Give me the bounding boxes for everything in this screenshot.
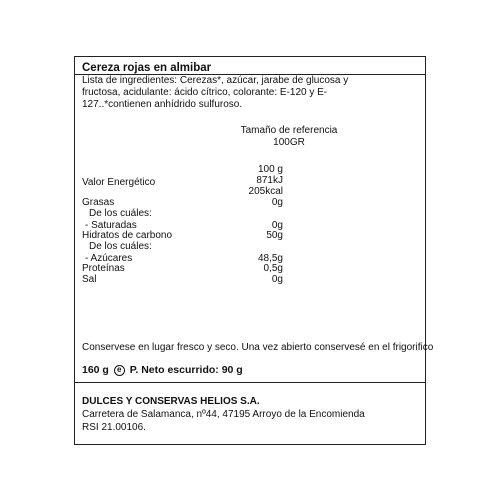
salt-value: 0g [271, 274, 283, 285]
product-label [74, 56, 434, 445]
estimated-e-icon: e [114, 365, 125, 376]
sugars-value: 48,5g [257, 253, 283, 264]
company-name: DULCES Y CONSERVAS HELIOS S.A. [82, 396, 260, 407]
sugars-label: - Azúcares [85, 253, 133, 264]
company-rsi: RSI 21.00106. [82, 422, 146, 433]
carbs-value: 50g [266, 230, 283, 241]
protein-label: Proteínas [82, 263, 125, 274]
protein-value: 0,5g [263, 263, 283, 274]
storage-instructions: Conservese en lugar fresco y seco. Una vez abierto conservesé en el frigorifico [82, 342, 434, 353]
net-weight [82, 364, 243, 376]
energy-label: Valor Energético [82, 177, 156, 188]
saturated-label: - Saturadas [85, 220, 137, 231]
company-divider [75, 382, 425, 383]
reference-value: 100GR [273, 137, 305, 148]
product-title: Cereza rojas en almibar [82, 62, 212, 74]
salt-label: Sal [82, 274, 97, 285]
saturated-value: 0g [271, 220, 283, 231]
reference-label: Tamaño de referencia [240, 125, 338, 136]
per-100g: 100 g [257, 164, 283, 175]
of-which-fat: De los cuáles: [89, 208, 152, 219]
fat-value: 0g [271, 197, 283, 208]
energy-kj: 871kJ [256, 175, 283, 186]
carbs-label: Hidratos de carbono [82, 230, 173, 241]
net-weight-value: 160 g [82, 364, 109, 376]
ingredients-text: Lista de ingredientes: Cerezas*, azúcar, jarabe de glucosa y fructosa, acidulante: ácido cítrico, colorante: E-120 y E-127..*contienen anhídrido sulfuroso. [82, 75, 349, 110]
drained-weight: P. Neto escurrido: 90 g [129, 364, 243, 376]
energy-kcal: 205kcal [248, 186, 283, 197]
of-which-carbs: De los cuáles: [89, 241, 152, 252]
reference-size [229, 125, 349, 149]
fat-label: Grasas [82, 197, 115, 208]
company-address: Carretera de Salamanca, nº44, 47195 Arroyo de la Encomienda [82, 409, 365, 420]
